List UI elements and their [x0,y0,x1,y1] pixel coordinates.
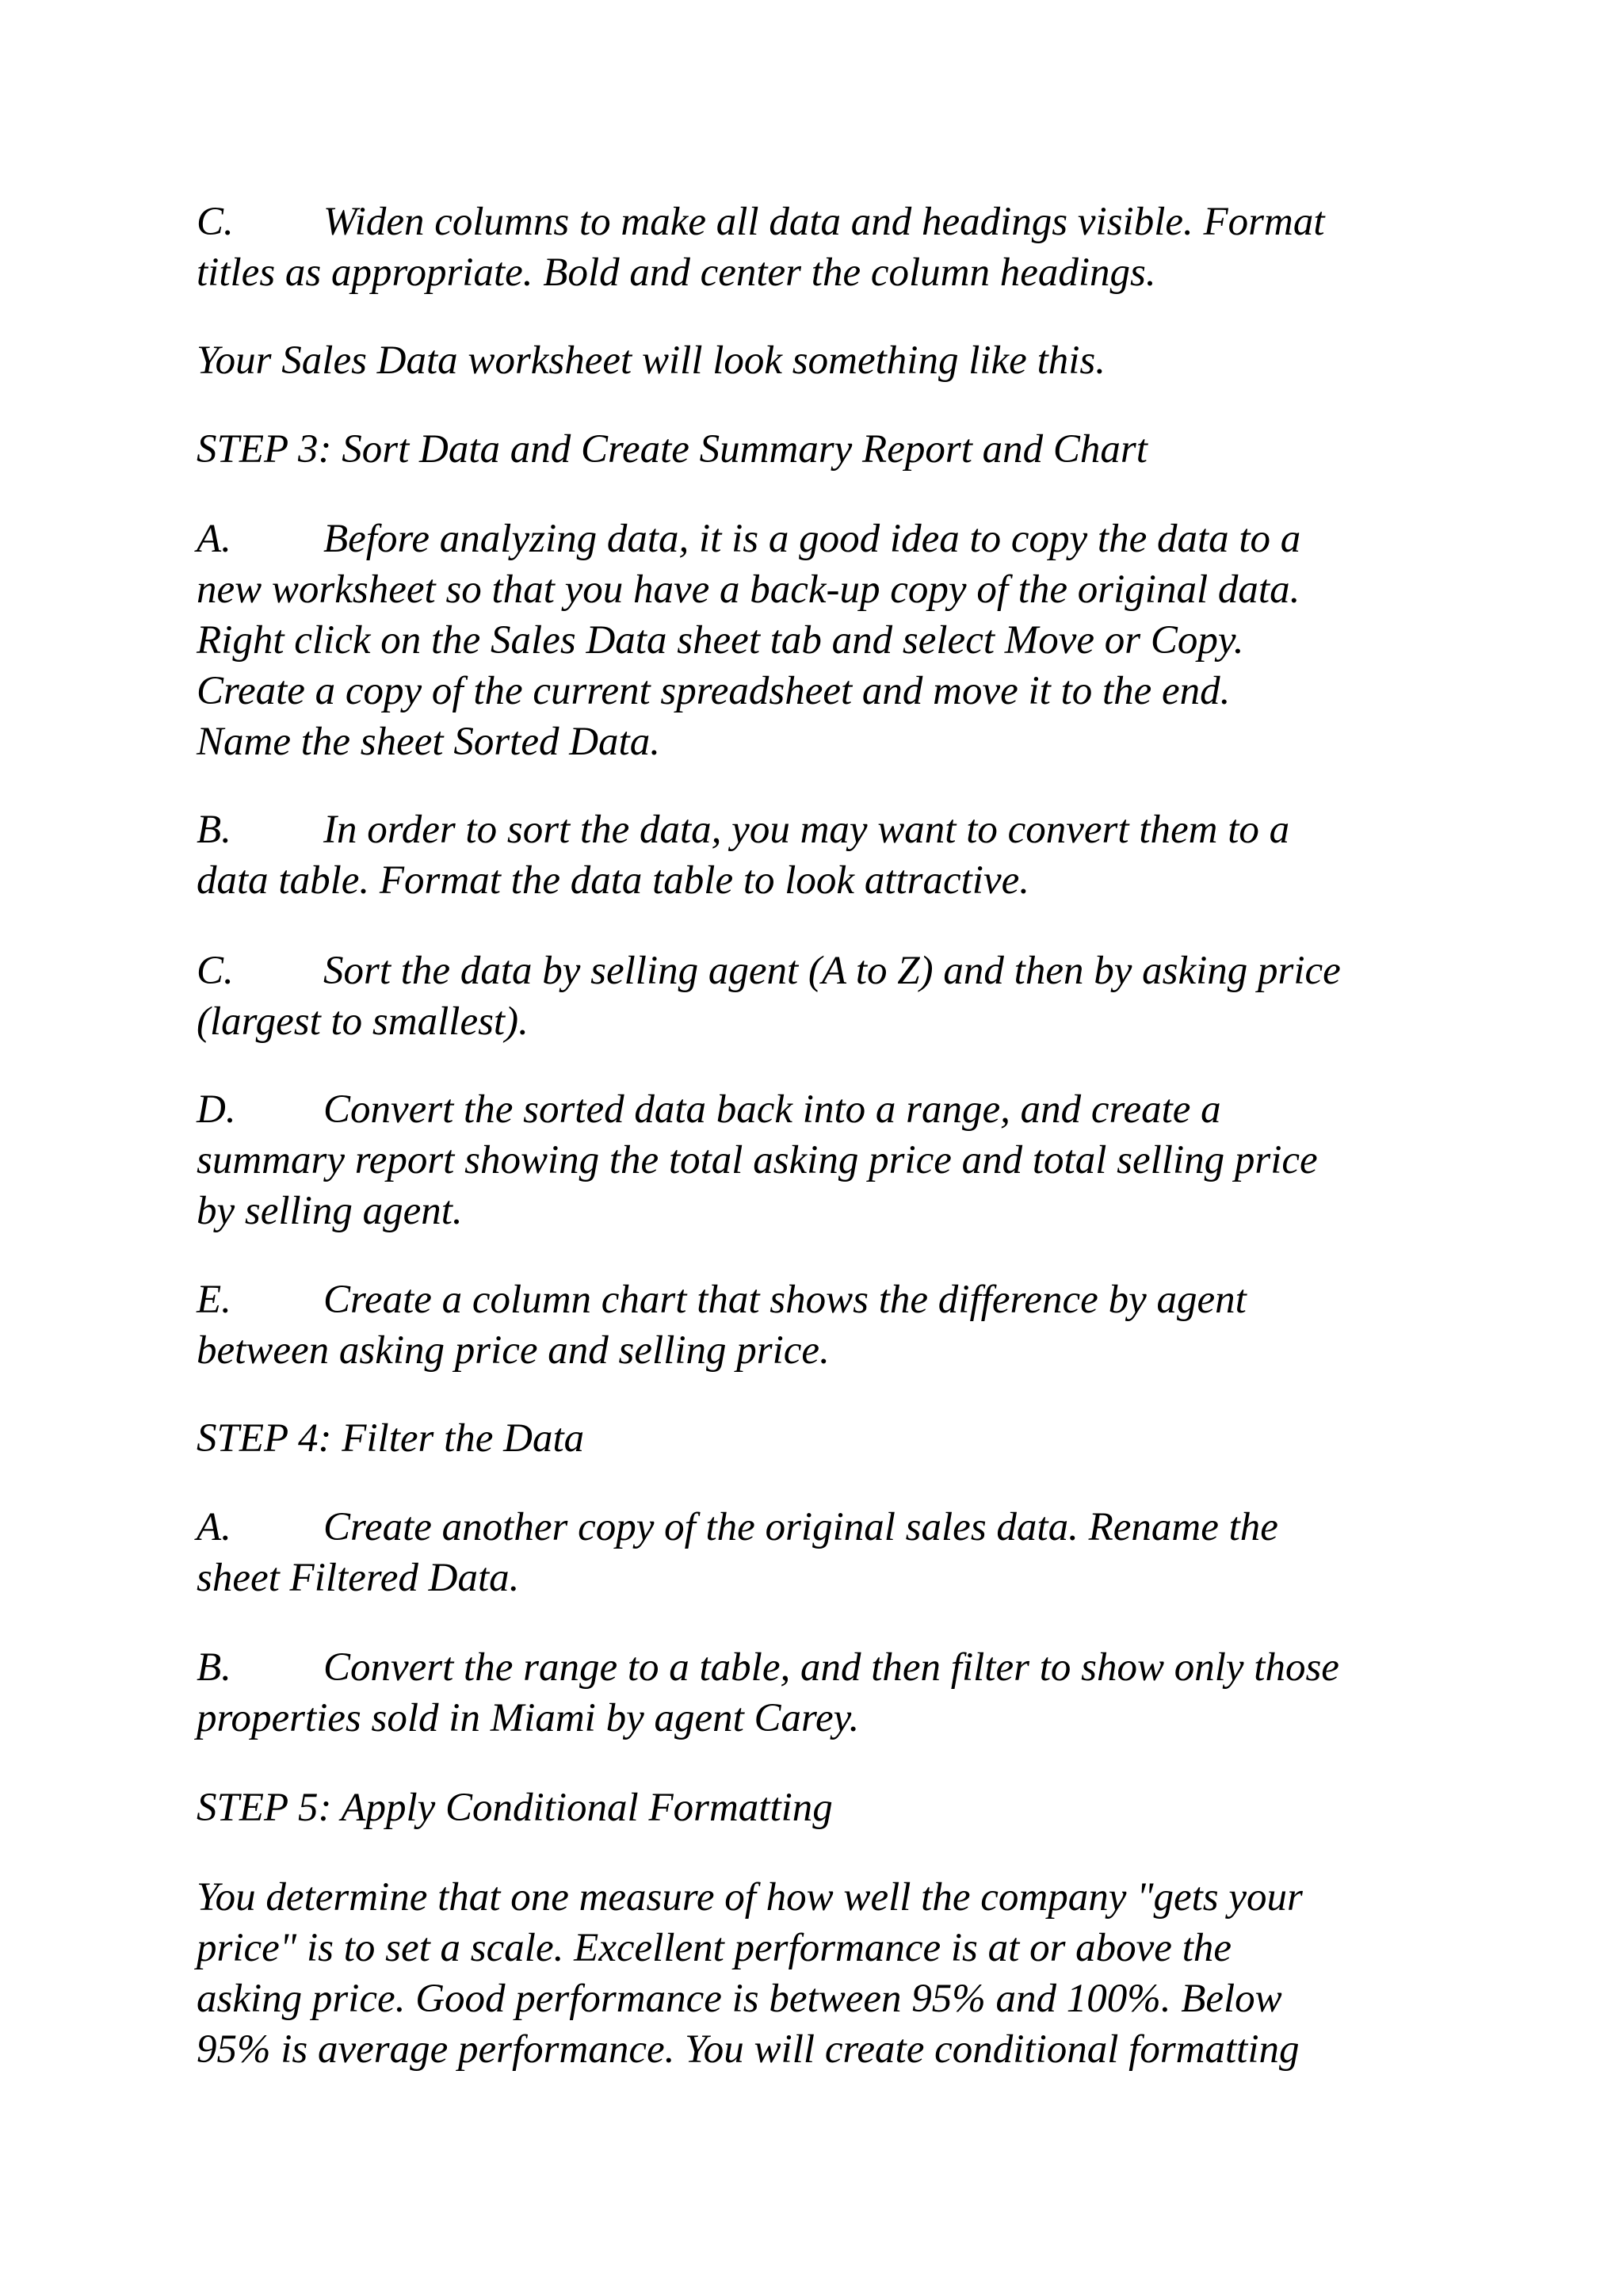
list-item-step4-b [197,1642,1496,1744]
heading-text: STEP 3: Sort Data and Create Summary Report and Chart [197,427,1148,472]
item-text: Convert the range to a table, and then filter to show only those [323,1645,1339,1690]
item-marker: A. [197,517,231,561]
text-line [197,804,1496,855]
item-marker: B. [197,808,231,852]
text-line [197,1084,1496,1135]
text-line: asking price. Good performance is between 95% and 100%. Below [197,1977,1282,2021]
text-line: 95% is average performance. You will create conditional formatting [197,2027,1300,2072]
heading-text: STEP 4: Filter the Data [197,1416,585,1461]
text-line: Your Sales Data worksheet will look something like this. [197,338,1106,383]
item-text: Create another copy of the original sales data. Rename the [323,1505,1278,1549]
item-text: Widen columns to make all data and headings visible. Format [323,200,1325,244]
item-marker: B. [197,1645,231,1690]
text-line: Right click on the Sales Data sheet tab and select Move or Copy. [197,618,1244,663]
text-line: sheet Filtered Data. [197,1556,520,1600]
step3-heading [197,424,1496,475]
item-text: Before analyzing data, it is a good idea to copy the data to a [323,517,1301,561]
text-line [197,1642,1496,1693]
text-line [197,1274,1496,1325]
text-line: (largest to smallest). [197,999,529,1044]
list-item-step2-c [197,197,1496,298]
text-line: You determine that one measure of how well the company "gets your [197,1875,1303,1920]
item-text: Create a column chart that shows the difference by agent [323,1278,1247,1322]
text-line: between asking price and selling price. [197,1328,830,1373]
step4-heading [197,1413,1496,1464]
text-line: properties sold in Miami by agent Carey. [197,1696,860,1740]
list-item-step3-e [197,1274,1496,1376]
text-line [197,514,1496,564]
item-text: In order to sort the data, you may want to convert them to a [323,808,1290,852]
text-line: by selling agent. [197,1189,463,1233]
list-item-step3-a [197,514,1496,767]
text-line [197,197,1496,247]
text-line: Name the sheet Sorted Data. [197,720,660,764]
item-text: Convert the sorted data back into a range, and create a [323,1087,1221,1132]
text-line: price" is to set a scale. Excellent performance is at or above the [197,1926,1232,1970]
text-line [197,1502,1496,1553]
step5-heading [197,1782,1496,1833]
text-line: new worksheet so that you have a back-up copy of the original data. [197,567,1300,612]
list-item-step3-d [197,1084,1496,1236]
text-line: data table. Format the data table to look attractive. [197,858,1030,903]
item-marker: A. [197,1505,231,1549]
text-line: Create a copy of the current spreadsheet and move it to the end. [197,669,1231,713]
item-marker: C. [197,200,234,244]
heading-text: STEP 5: Apply Conditional Formatting [197,1786,833,1830]
item-marker: D. [197,1087,236,1132]
sales-data-note [197,335,1496,386]
list-item-step4-a [197,1502,1496,1603]
list-item-step3-c [197,946,1496,1047]
list-item-step3-b [197,804,1496,906]
text-line: summary report showing the total asking price and total selling price [197,1138,1318,1182]
item-marker: C. [197,949,234,993]
step5-intro [197,1872,1496,2075]
text-line [197,946,1496,996]
item-text: Sort the data by selling agent (A to Z) and then by asking price [323,949,1341,993]
item-marker: E. [197,1278,231,1322]
text-line: titles as appropriate. Bold and center the column headings. [197,250,1156,295]
